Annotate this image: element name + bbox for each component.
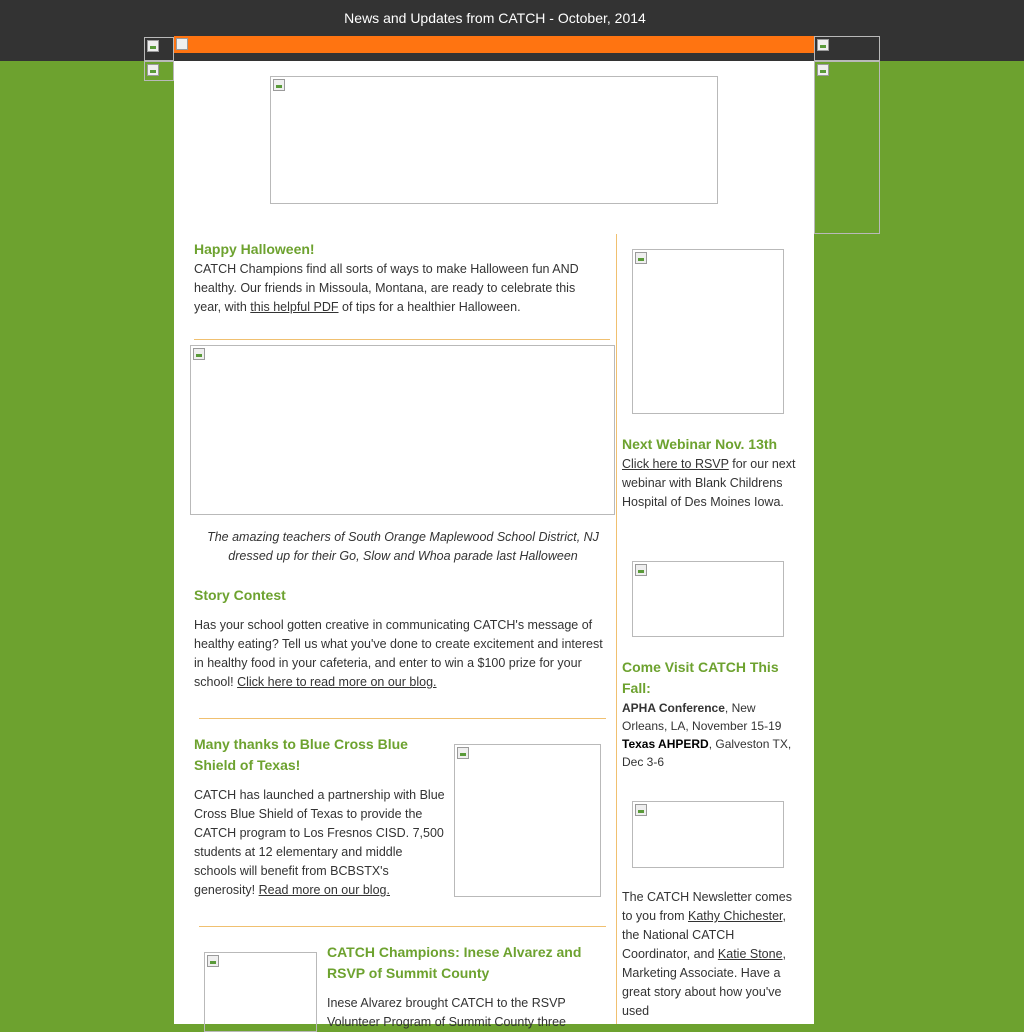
- story-contest-section: [194, 585, 606, 692]
- halloween-photo: [190, 345, 615, 515]
- webinar-heading: Next Webinar Nov. 13th: [622, 436, 778, 452]
- story-contest-text: Has your school gotten creative in communicating CATCH's message of healthy eating? Tell us what you've done to create excitement and interest in healthy food in your cafeteria, and enter to win a $100 prize for your school!: [194, 618, 603, 689]
- sidebar-image-1: [632, 249, 784, 414]
- corner-image-top-left: [144, 37, 174, 61]
- kathy-chichester-link[interactable]: Kathy Chichester: [688, 909, 783, 923]
- photo-caption: The amazing teachers of South Orange Maplewood School District, NJ dressed up for their Go, Slow and Whoa parade last Halloween: [207, 530, 599, 563]
- event-ahperd: [622, 735, 802, 771]
- newsletter-title: News and Updates from CATCH - October, 2014: [344, 10, 646, 26]
- champions-heading: CATCH Champions: Inese Alvarez and RSVP of Summit County: [327, 944, 582, 981]
- bcbs-text: CATCH has launched a partnership with Blue Cross Blue Shield of Texas to provide the CATCH program to Los Fresnos CISD. 7,500 students at 12 elementary and middle schools will benefit from BCBSTX's generosity!: [194, 788, 445, 897]
- corner-image-top-right: [814, 36, 880, 61]
- broken-image-icon: [207, 955, 219, 967]
- broken-image-icon: [817, 39, 829, 51]
- broken-image-icon: [635, 804, 647, 816]
- broken-image-icon: [817, 64, 829, 76]
- credit-text-1: The CATCH Newsletter comes to you from: [622, 890, 792, 923]
- halloween-text: CATCH Champions find all sorts of ways to make Halloween fun AND healthy. Our friends in Missoula, Montana, are ready to celebrate this year, with: [194, 262, 579, 314]
- visit-heading: Come Visit CATCH This Fall:: [622, 659, 779, 696]
- event-apha: [622, 699, 802, 735]
- section-divider: [194, 339, 610, 340]
- halloween-text-end: of tips for a healthier Halloween.: [338, 300, 521, 314]
- story-contest-heading: Story Contest: [194, 587, 286, 603]
- broken-image-icon: [635, 564, 647, 576]
- sidebar-image-3: [632, 801, 784, 868]
- bcbs-logo-image: [454, 744, 601, 897]
- bcbs-body: [194, 786, 448, 900]
- halloween-section: [194, 239, 604, 317]
- broken-image-icon: [176, 38, 188, 50]
- broken-image-icon: [193, 348, 205, 360]
- header-logo-image: [270, 76, 718, 204]
- helpful-pdf-link[interactable]: this helpful PDF: [250, 300, 339, 314]
- champion-photo: [204, 952, 317, 1032]
- rsvp-link[interactable]: Click here to RSVP: [622, 457, 729, 471]
- webinar-text: for our next webinar with Blank Childrens Hospital of Des Moines Iowa.: [622, 457, 796, 509]
- orange-banner: [174, 36, 814, 53]
- story-contest-body: [194, 616, 606, 692]
- right-side-image: [814, 61, 880, 234]
- halloween-body: [194, 260, 604, 317]
- visit-section: [622, 657, 802, 771]
- event-ahperd-detail: , Galveston TX, Dec 3-6: [622, 737, 792, 769]
- broken-image-icon: [273, 79, 285, 91]
- story-contest-blog-link[interactable]: Click here to read more on our blog.: [237, 675, 437, 689]
- section-divider: [199, 926, 606, 927]
- bcbs-blog-link[interactable]: Read more on our blog.: [258, 883, 390, 897]
- katie-stone-link[interactable]: Katie Stone: [717, 947, 783, 961]
- credit-text-3: , Marketing Associate. Have a great story about how you've used: [622, 947, 787, 1018]
- champions-section: [327, 942, 599, 1032]
- bcbs-section: [194, 734, 448, 900]
- champions-body: Inese Alvarez brought CATCH to the RSVP Volunteer Program of Summit County three: [327, 996, 567, 1029]
- broken-image-icon: [147, 40, 159, 52]
- newsletter-credit: [622, 888, 802, 1021]
- webinar-body: [622, 455, 802, 512]
- broken-image-icon: [147, 64, 159, 76]
- sidebar-image-2: [632, 561, 784, 637]
- halloween-heading: Happy Halloween!: [194, 241, 315, 257]
- bcbs-heading: Many thanks to Blue Cross Blue Shield of Texas!: [194, 736, 408, 773]
- event-ahperd-name: Texas AHPERD: [622, 737, 709, 751]
- column-divider: [616, 234, 617, 1024]
- credit-text-2: , the National CATCH Coordinator, and: [622, 909, 786, 961]
- webinar-section: [622, 434, 802, 512]
- broken-image-icon: [635, 252, 647, 264]
- corner-image-left: [144, 61, 174, 81]
- event-apha-detail: , New Orleans, LA, November 15-19: [622, 701, 782, 733]
- section-divider: [199, 718, 606, 719]
- event-apha-name: APHA Conference: [622, 701, 725, 715]
- newsletter-credit-text: [622, 888, 802, 1021]
- broken-image-icon: [457, 747, 469, 759]
